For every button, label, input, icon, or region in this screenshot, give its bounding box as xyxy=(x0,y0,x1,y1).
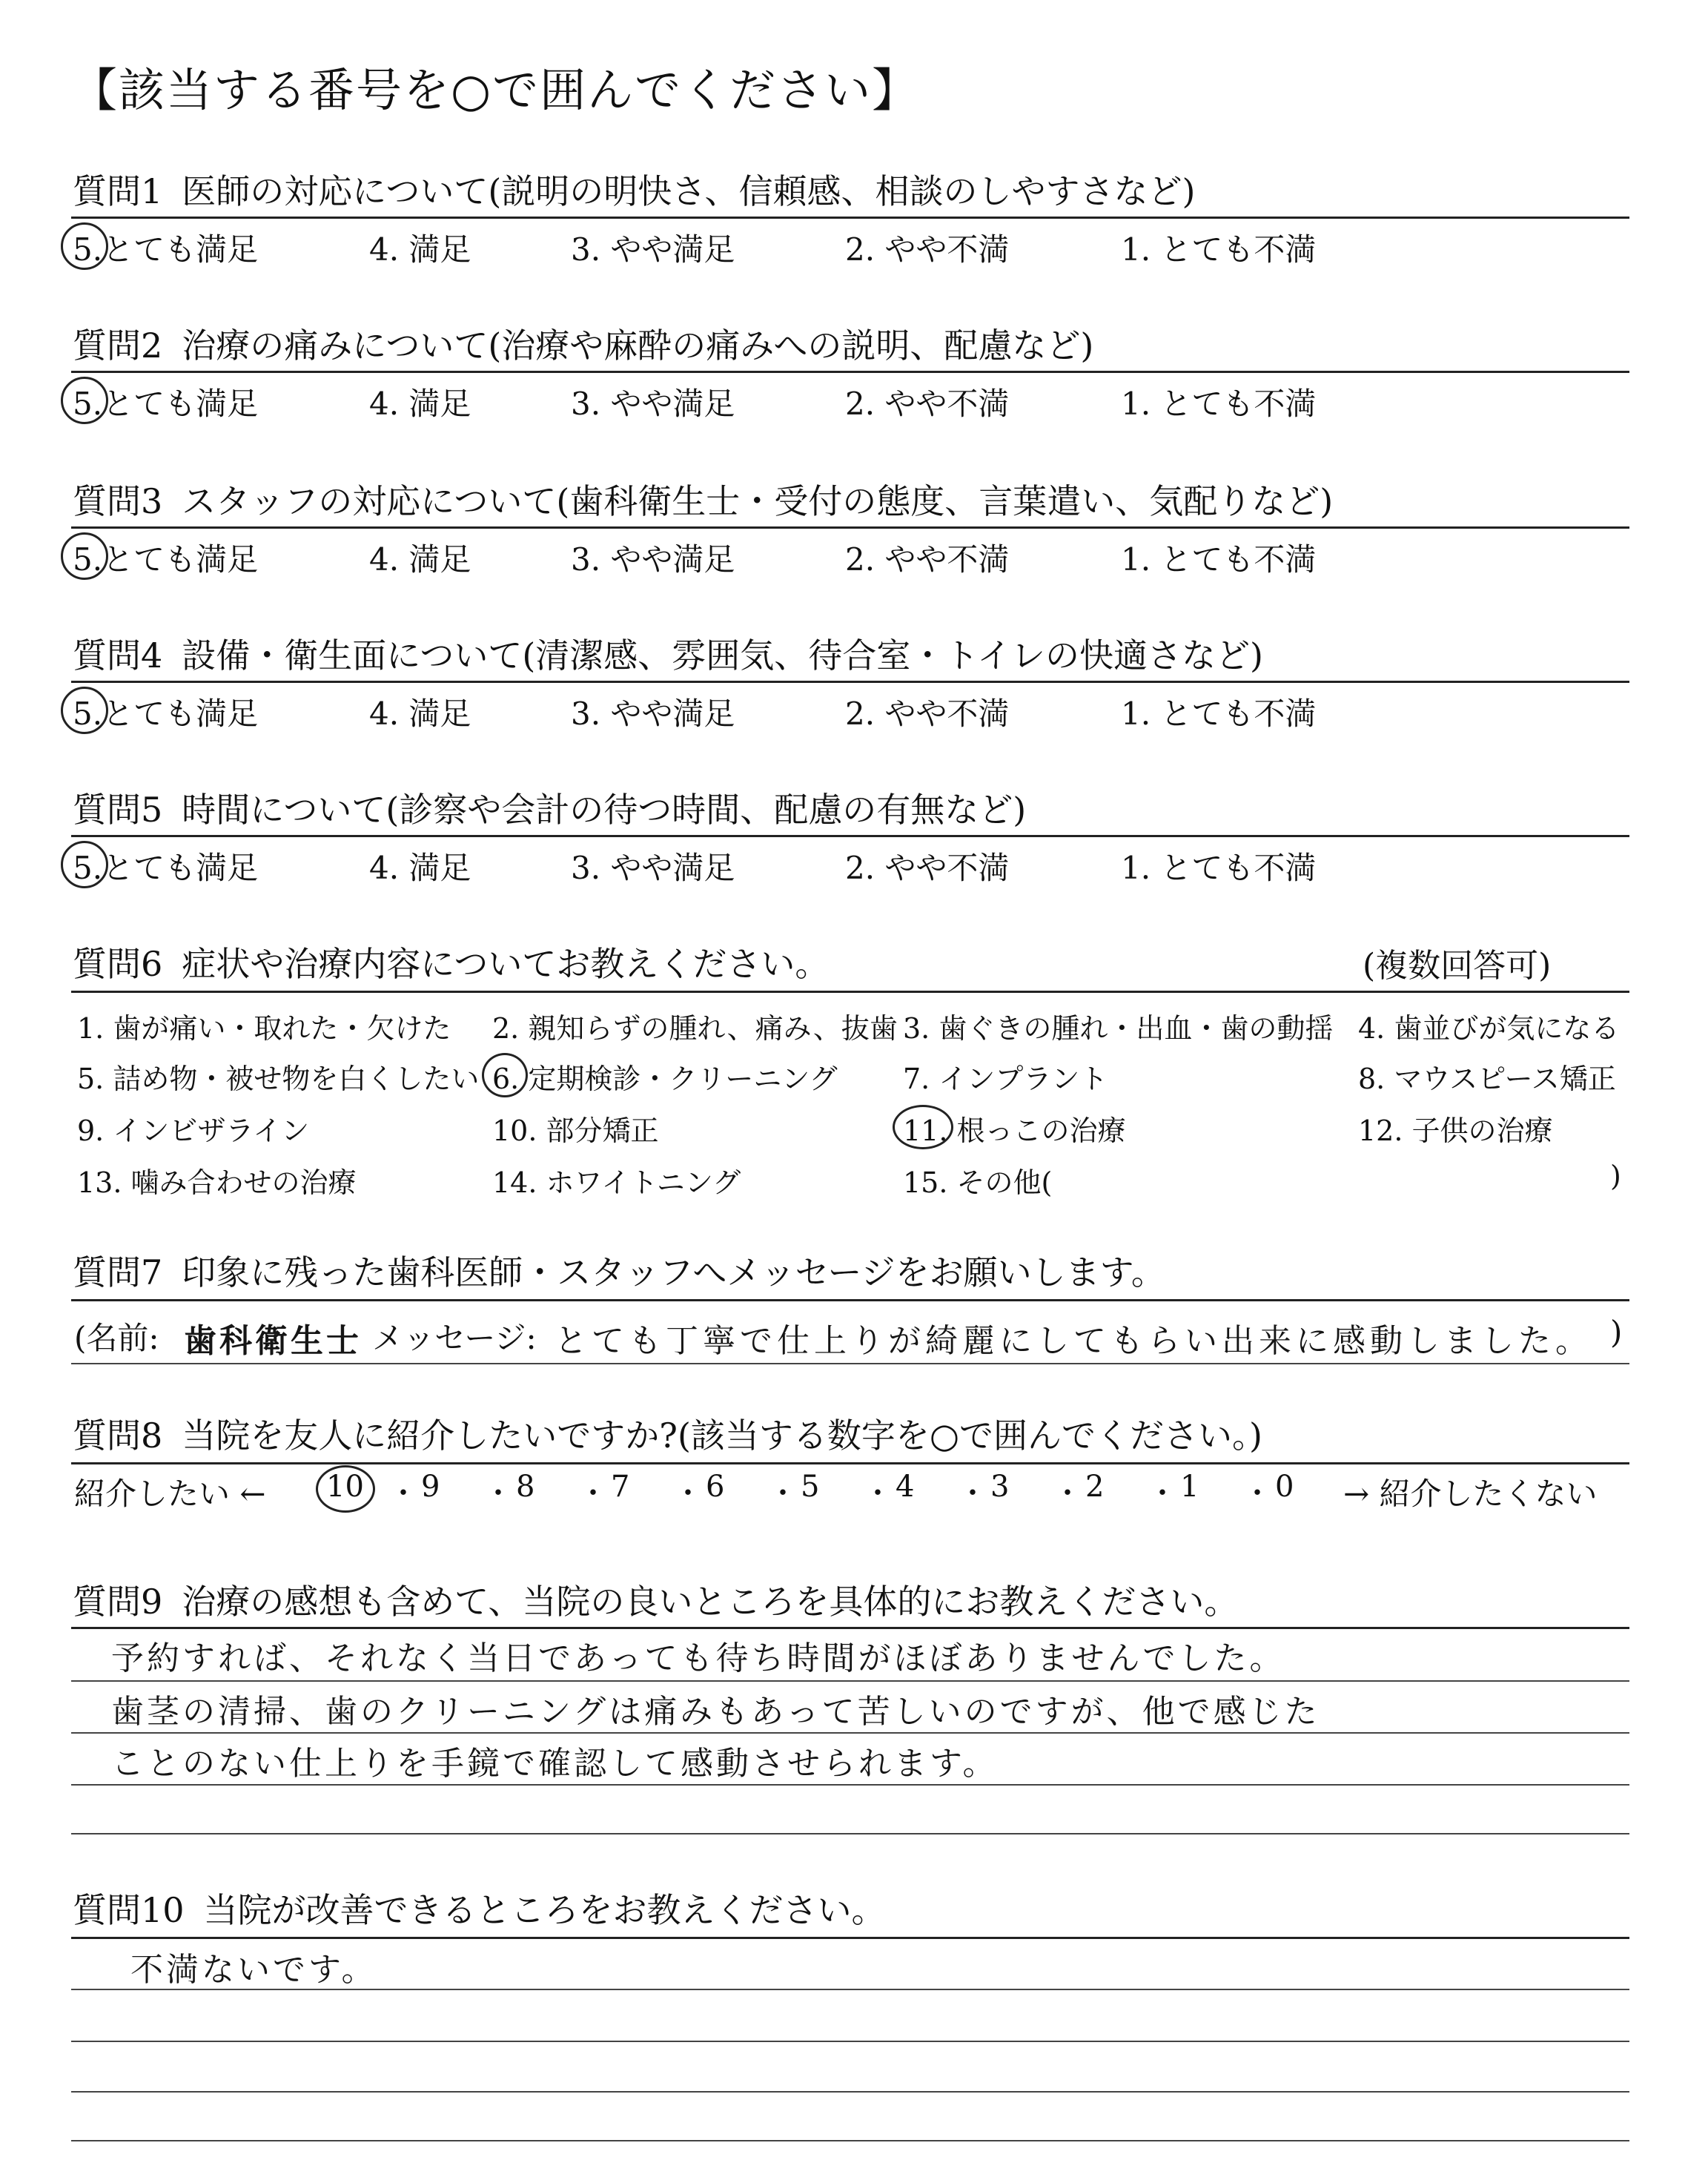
q4-selection-circle xyxy=(61,687,108,734)
q5-title xyxy=(73,783,1026,832)
q8-scale-separator: ・ xyxy=(1053,1476,1082,1510)
q3-option-5[interactable]: 5.とても満足 xyxy=(73,541,259,578)
q6-option-14[interactable]: 14. ホワイトニング xyxy=(492,1166,741,1199)
q2-option-4[interactable]: 4. 満足 xyxy=(369,386,471,422)
q1-number: 質問1 xyxy=(73,171,163,211)
q6-option-3[interactable]: 3. 歯ぐきの腫れ・出血・歯の動揺 xyxy=(903,1012,1334,1045)
q6-option-6[interactable]: 6. 定期検診・クリーニング xyxy=(492,1063,838,1095)
q7-rule xyxy=(71,1299,1629,1301)
q8-rule xyxy=(71,1462,1629,1464)
q6-number: 質問6 xyxy=(73,944,163,984)
q1-option-5[interactable]: 5.とても満足 xyxy=(73,231,259,268)
q7-name-label: (名前: xyxy=(74,1320,159,1356)
q6-option-7[interactable]: 7. インプラント xyxy=(903,1063,1108,1095)
q4-option-5[interactable]: 5.とても満足 xyxy=(73,696,259,732)
q3-text: スタッフの対応について(歯科衛生士・受付の態度、言葉遣い、気配りなど) xyxy=(182,481,1334,521)
q2-title xyxy=(73,319,1093,368)
q5-option-1[interactable]: 1. とても不満 xyxy=(1121,850,1317,886)
q2-option-1[interactable]: 1. とても不満 xyxy=(1121,386,1317,422)
q8-scale-separator: ・ xyxy=(388,1476,418,1510)
q6-text: 症状や治療内容についてお教えください。 xyxy=(182,944,830,984)
q8-scale-separator: ・ xyxy=(958,1476,987,1510)
q6-option-15[interactable]: 15. その他( xyxy=(903,1166,1053,1199)
q10-title xyxy=(73,1883,886,1932)
q9-answer-line-3: ことのない仕上りを手鏡で確認して感動させられます。 xyxy=(111,1745,999,1783)
q1-option-2[interactable]: 2. やや不満 xyxy=(845,231,1010,268)
q8-left-label: 紹介したい ← xyxy=(74,1476,266,1512)
q7-close-paren: ) xyxy=(1610,1314,1623,1350)
q2-text: 治療の痛みについて(治療や麻酔の痛みへの説明、配慮など) xyxy=(182,326,1094,366)
q6-option-other-close: ) xyxy=(1610,1160,1621,1192)
q9-line-3 xyxy=(71,1784,1629,1786)
q6-option-1[interactable]: 1. 歯が痛い・取れた・欠けた xyxy=(77,1012,451,1045)
q10-number: 質問10 xyxy=(73,1890,185,1930)
q9-answer-line-1: 予約すれば、それなく当日であっても待ち時間がほぼありませんでした。 xyxy=(111,1639,1285,1677)
q4-number: 質問4 xyxy=(73,635,163,676)
q8-scale-8[interactable]: 8 xyxy=(516,1470,535,1504)
q8-scale-5[interactable]: 5 xyxy=(801,1470,820,1504)
q8-selection-circle xyxy=(316,1465,375,1513)
q1-rule xyxy=(71,217,1629,219)
q10-answer-line-1: 不満ないです。 xyxy=(130,1951,377,1989)
q3-title xyxy=(73,475,1333,524)
q6-multiple-note: (複数回答可) xyxy=(1363,947,1552,985)
q4-option-3[interactable]: 3. やや満足 xyxy=(571,696,735,732)
q3-option-3[interactable]: 3. やや満足 xyxy=(571,541,735,578)
q5-option-2[interactable]: 2. やや不満 xyxy=(845,850,1010,886)
q7-name-value: 歯科衛生士 xyxy=(184,1322,362,1360)
q8-scale-9[interactable]: 9 xyxy=(421,1470,440,1504)
q6-title xyxy=(73,937,829,986)
q10-line-2 xyxy=(71,2041,1629,2042)
q1-text: 医師の対応について(説明の明快さ、信頼感、相談のしやすさなど) xyxy=(182,171,1196,211)
q6-option-5[interactable]: 5. 詰め物・被せ物を白くしたい xyxy=(77,1063,480,1095)
q8-scale-6[interactable]: 6 xyxy=(706,1470,725,1504)
q6-option-10[interactable]: 10. 部分矯正 xyxy=(492,1114,659,1147)
q8-title xyxy=(73,1409,1262,1458)
q8-right-label: → 紹介したくない xyxy=(1343,1476,1598,1512)
q3-option-1[interactable]: 1. とても不満 xyxy=(1121,541,1317,578)
q10-line-1 xyxy=(71,1989,1629,1990)
q5-number: 質問5 xyxy=(73,790,163,830)
q9-title xyxy=(73,1575,1238,1624)
q1-option-4[interactable]: 4. 満足 xyxy=(369,231,471,268)
q7-number: 質問7 xyxy=(73,1252,163,1292)
q6-option-4[interactable]: 4. 歯並びが気になる xyxy=(1358,1012,1620,1045)
q2-option-5[interactable]: 5.とても満足 xyxy=(73,386,259,422)
q8-scale-0[interactable]: 0 xyxy=(1275,1470,1294,1504)
q8-scale-4[interactable]: 4 xyxy=(896,1470,915,1504)
q6-option-12[interactable]: 12. 子供の治療 xyxy=(1358,1114,1553,1147)
q6-selection-circle-6 xyxy=(482,1053,528,1097)
q4-option-2[interactable]: 2. やや不満 xyxy=(845,696,1010,732)
q8-scale-separator: ・ xyxy=(673,1476,703,1510)
q8-scale-separator: ・ xyxy=(578,1476,608,1510)
q1-title xyxy=(73,165,1195,214)
q4-rule xyxy=(71,681,1629,683)
q8-scale-separator: ・ xyxy=(768,1476,798,1510)
q7-message-value: とても丁寧で仕上りが綺麗にしてもらい出来に感動しました。 xyxy=(555,1322,1592,1360)
q4-title xyxy=(73,629,1263,678)
q3-rule xyxy=(71,526,1629,529)
q6-rule xyxy=(71,991,1629,993)
q5-option-5[interactable]: 5.とても満足 xyxy=(73,850,259,886)
q5-option-4[interactable]: 4. 満足 xyxy=(369,850,471,886)
q8-scale-separator: ・ xyxy=(863,1476,893,1510)
q1-selection-circle xyxy=(61,222,108,270)
q3-option-4[interactable]: 4. 満足 xyxy=(369,541,471,578)
q4-option-4[interactable]: 4. 満足 xyxy=(369,696,471,732)
q4-option-1[interactable]: 1. とても不満 xyxy=(1121,696,1317,732)
q2-rule xyxy=(71,371,1629,373)
q3-number: 質問3 xyxy=(73,481,163,521)
q2-option-3[interactable]: 3. やや満足 xyxy=(571,386,735,422)
q2-option-2[interactable]: 2. やや不満 xyxy=(845,386,1010,422)
q7-bottom-rule xyxy=(71,1363,1629,1364)
q9-answer-line-2: 歯茎の清掃、歯のクリーニングは痛みもあって苦しいのですが、他で感じた xyxy=(111,1693,1320,1731)
q6-option-13[interactable]: 13. 噛み合わせの治療 xyxy=(77,1166,357,1199)
q9-line-1 xyxy=(71,1680,1629,1682)
q3-option-2[interactable]: 2. やや不満 xyxy=(845,541,1010,578)
q5-option-3[interactable]: 3. やや満足 xyxy=(571,850,735,886)
q8-scale-separator: ・ xyxy=(483,1476,513,1510)
q8-scale-separator: ・ xyxy=(1242,1476,1272,1510)
q10-line-4 xyxy=(71,2140,1629,2141)
q8-scale-7[interactable]: 7 xyxy=(611,1470,630,1504)
q4-text: 設備・衛生面について(清潔感、雰囲気、待合室・トイレの快適さなど) xyxy=(182,635,1263,676)
q8-scale-2[interactable]: 2 xyxy=(1085,1470,1105,1504)
q9-text: 治療の感想も含めて、当院の良いところを具体的にお教えください。 xyxy=(182,1582,1239,1622)
q7-title xyxy=(73,1246,1165,1295)
q8-number: 質問8 xyxy=(73,1416,163,1456)
q10-rule xyxy=(71,1937,1629,1939)
q1-option-1[interactable]: 1. とても不満 xyxy=(1121,231,1317,268)
form-header: 【該当する番号を○で囲んでください】 xyxy=(71,63,920,117)
q9-rule xyxy=(71,1627,1629,1629)
q9-number: 質問9 xyxy=(73,1582,163,1622)
q6-option-11[interactable]: 11. 根っこの治療 xyxy=(903,1114,1126,1147)
q6-option-8[interactable]: 8. マウスピース矯正 xyxy=(1358,1063,1616,1095)
q1-option-3[interactable]: 3. やや満足 xyxy=(571,231,735,268)
q10-line-3 xyxy=(71,2091,1629,2093)
q7-message-label: メッセージ: xyxy=(372,1320,537,1356)
q7-text: 印象に残った歯科医師・スタッフへメッセージをお願いします。 xyxy=(182,1252,1165,1292)
q8-scale-10[interactable]: 10 xyxy=(326,1470,364,1504)
q8-text: 当院を友人に紹介したいですか?(該当する数字を○で囲んでください。) xyxy=(182,1416,1262,1456)
q6-selection-circle-11 xyxy=(893,1105,953,1149)
q8-scale-separator: ・ xyxy=(1148,1476,1177,1510)
q5-text: 時間について(診察や会計の待つ時間、配慮の有無など) xyxy=(182,790,1027,830)
q2-selection-circle xyxy=(61,377,108,424)
q3-selection-circle xyxy=(61,532,108,580)
q10-text: 当院が改善できるところをお教えください。 xyxy=(203,1890,886,1930)
q9-line-4 xyxy=(71,1833,1629,1834)
q9-line-2 xyxy=(71,1732,1629,1734)
q5-selection-circle xyxy=(61,841,108,888)
q6-option-2[interactable]: 2. 親知らずの腫れ、痛み、抜歯 xyxy=(492,1012,898,1045)
q8-scale-1[interactable]: 1 xyxy=(1180,1470,1199,1504)
q5-rule xyxy=(71,835,1629,837)
q2-number: 質問2 xyxy=(73,326,163,366)
q6-option-9[interactable]: 9. インビザライン xyxy=(77,1114,310,1147)
q8-scale-3[interactable]: 3 xyxy=(990,1470,1010,1504)
